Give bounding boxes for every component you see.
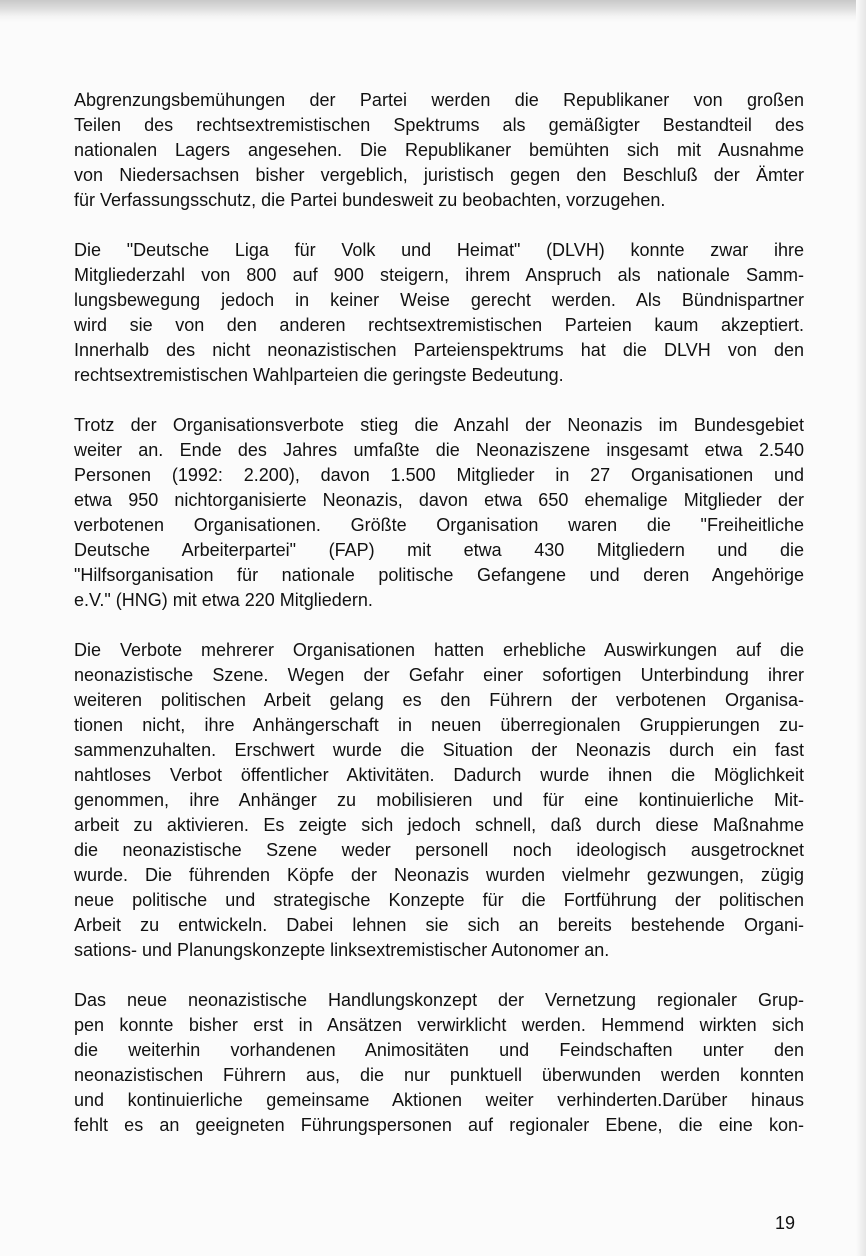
text-line: etwa 950 nichtorganisierte Neonazis, davon etwa 650 ehemalige Mitglieder der xyxy=(74,490,804,510)
text-line: weiter an. Ende des Jahres umfaßte die Neonaziszene insgesamt etwa 2.540 xyxy=(74,440,804,460)
text-line: genommen, ihre Anhänger zu mobilisieren und für eine kontinuierliche Mit- xyxy=(74,790,804,810)
text-line: tionen nicht, ihre Anhängerschaft in neuen überregionalen Gruppierungen zu- xyxy=(74,715,804,735)
paragraph xyxy=(74,413,804,613)
text-line: nahtloses Verbot öffentlicher Aktivitäten. Dadurch wurde ihnen die Möglichkeit xyxy=(74,765,804,785)
text-line: Teilen des rechtsextremistischen Spektrums als gemäßigter Bestandteil des xyxy=(74,115,804,135)
text-line: Abgrenzungsbemühungen der Partei werden die Republikaner von großen xyxy=(74,90,804,110)
paragraph xyxy=(74,638,804,963)
text-line: sations- und Planungskonzepte linksextremistischer Autonomer an. xyxy=(74,940,610,960)
text-line: "Hilfsorganisation für nationale politische Gefangene und deren Angehörige xyxy=(74,565,804,585)
scan-shadow-right xyxy=(856,0,866,1256)
text-line: e.V." (HNG) mit etwa 220 Mitgliedern. xyxy=(74,590,373,610)
text-line: von Niedersachsen bisher vergeblich, juristisch gegen den Beschluß der Ämter xyxy=(74,165,804,185)
body-text xyxy=(74,88,804,1163)
paragraph xyxy=(74,988,804,1138)
text-line: die weiterhin vorhandenen Animositäten und Feindschaften unter den xyxy=(74,1040,804,1060)
text-line: Personen (1992: 2.200), davon 1.500 Mitglieder in 27 Organisationen und xyxy=(74,465,804,485)
page-number: 19 xyxy=(775,1213,796,1233)
text-line: Das neue neonazistische Handlungskonzept der Vernetzung regionaler Grup- xyxy=(74,990,804,1010)
text-line: sammenzuhalten. Erschwert wurde die Situation der Neonazis durch ein fast xyxy=(74,740,804,760)
text-line: und kontinuierliche gemeinsame Aktionen weiter verhinderten.Darüber hinaus xyxy=(74,1090,804,1110)
text-line: weiteren politischen Arbeit gelang es den Führern der verbotenen Organisa- xyxy=(74,690,804,710)
text-line: Arbeit zu entwickeln. Dabei lehnen sie sich an bereits bestehende Organi- xyxy=(74,915,804,935)
text-line: Die "Deutsche Liga für Volk und Heimat" (DLVH) konnte zwar ihre xyxy=(74,240,804,260)
text-line: neonazistische Szene. Wegen der Gefahr einer sofortigen Unterbindung ihrer xyxy=(74,665,804,685)
text-line: für Verfassungsschutz, die Partei bundesweit zu beobachten, vorzugehen. xyxy=(74,190,666,210)
text-line: Deutsche Arbeiterpartei" (FAP) mit etwa 430 Mitgliedern und die xyxy=(74,540,804,560)
text-line: Die Verbote mehrerer Organisationen hatten erhebliche Auswirkungen auf die xyxy=(74,640,804,660)
text-line: die neonazistische Szene weder personell noch ideologisch ausgetrocknet xyxy=(74,840,804,860)
text-line: Trotz der Organisationsverbote stieg die Anzahl der Neonazis im Bundesgebiet xyxy=(74,415,804,435)
text-line: rechtsextremistischen Wahlparteien die geringste Bedeutung. xyxy=(74,365,564,385)
text-line: lungsbewegung jedoch in keiner Weise gerecht werden. Als Bündnispartner xyxy=(74,290,804,310)
text-line: neue politische und strategische Konzepte für die Fortführung der politischen xyxy=(74,890,804,910)
text-line: verbotenen Organisationen. Größte Organisation waren die "Freiheitliche xyxy=(74,515,804,535)
text-line: wurde. Die führenden Köpfe der Neonazis wurden vielmehr gezwungen, zügig xyxy=(74,865,804,885)
text-line: neonazistischen Führern aus, die nur punktuell überwunden werden konnten xyxy=(74,1065,804,1085)
scan-shadow-top xyxy=(0,0,866,22)
text-line: Mitgliederzahl von 800 auf 900 steigern, ihrem Anspruch als nationale Samm- xyxy=(74,265,804,285)
text-line: arbeit zu aktivieren. Es zeigte sich jedoch schnell, daß durch diese Maßnahme xyxy=(74,815,804,835)
text-line: pen konnte bisher erst in Ansätzen verwirklicht werden. Hemmend wirkten sich xyxy=(74,1015,804,1035)
paragraph xyxy=(74,238,804,388)
paragraph xyxy=(74,88,804,213)
text-line: fehlt es an geeigneten Führungspersonen auf regionaler Ebene, die eine kon- xyxy=(74,1115,804,1135)
text-line: wird sie von den anderen rechtsextremistischen Parteien kaum akzeptiert. xyxy=(74,315,804,335)
text-line: Innerhalb des nicht neonazistischen Parteienspektrums hat die DLVH von den xyxy=(74,340,804,360)
text-line: nationalen Lagers angesehen. Die Republikaner bemühten sich mit Ausnahme xyxy=(74,140,804,160)
